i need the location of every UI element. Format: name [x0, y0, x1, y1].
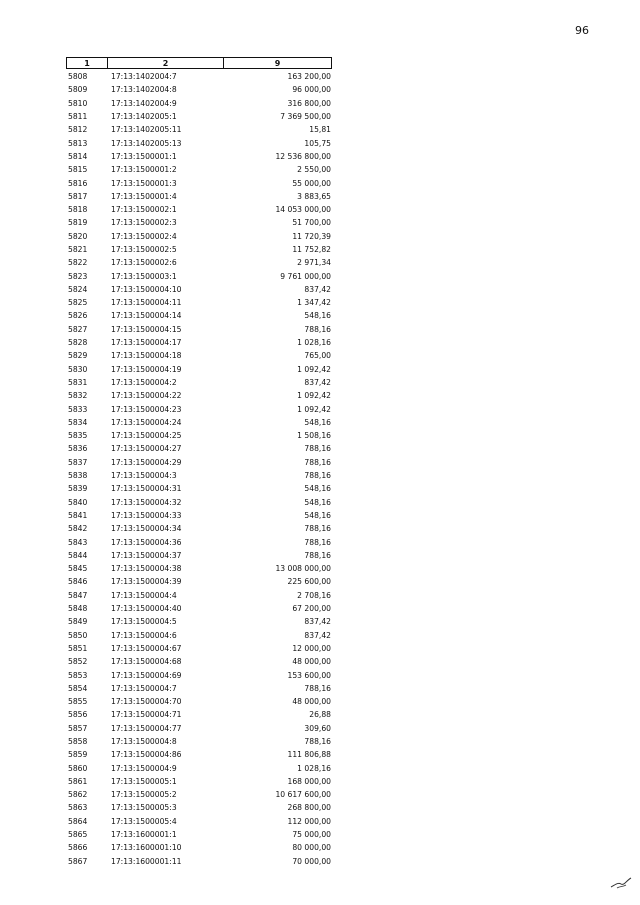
value: 765,00 — [304, 351, 331, 361]
row-number: 5855 — [68, 697, 88, 707]
row-number: 5845 — [68, 564, 88, 574]
table-row — [66, 602, 332, 615]
table-row — [66, 402, 332, 415]
row-number: 5818 — [68, 205, 88, 215]
column-header-2: 2 — [108, 58, 224, 68]
value: 309,60 — [304, 723, 331, 733]
table-row — [66, 309, 332, 322]
cadastral-number: 17:13:1500004:69 — [111, 670, 182, 680]
table-row — [66, 522, 332, 535]
value: 70 000,00 — [292, 856, 331, 866]
value: 225 600,00 — [287, 577, 331, 587]
value: 10 617 600,00 — [275, 790, 331, 800]
table-row — [66, 150, 332, 163]
value: 788,16 — [304, 537, 331, 547]
row-number: 5836 — [68, 444, 88, 454]
value: 2 708,16 — [297, 590, 331, 600]
table-row — [66, 788, 332, 801]
value: 1 028,16 — [297, 763, 331, 773]
value: 1 508,16 — [297, 431, 331, 441]
row-number: 5857 — [68, 723, 88, 733]
row-number: 5826 — [68, 311, 88, 321]
cadastral-number: 17:13:1500004:40 — [111, 604, 182, 614]
cadastral-number: 17:13:1500002:3 — [111, 218, 177, 228]
row-number: 5864 — [68, 816, 88, 826]
value: 14 053 000,00 — [275, 205, 331, 215]
cadastral-number: 17:13:1500004:36 — [111, 537, 182, 547]
cadastral-number: 17:13:1500002:1 — [111, 205, 177, 215]
cadastral-number: 17:13:1500004:71 — [111, 710, 182, 720]
table-row — [66, 349, 332, 362]
value: 548,16 — [304, 311, 331, 321]
table-header — [66, 57, 332, 69]
cadastral-number: 17:13:1500002:5 — [111, 245, 177, 254]
cadastral-number: 17:13:1402004:8 — [111, 85, 177, 95]
table-row — [66, 283, 332, 296]
cadastral-number: 17:13:1600001:10 — [111, 843, 182, 853]
value: 55 000,00 — [292, 178, 331, 188]
value: 268 800,00 — [287, 803, 331, 813]
row-number: 5816 — [68, 178, 88, 188]
value: 12 000,00 — [292, 643, 331, 653]
row-number: 5846 — [68, 577, 88, 587]
column-header-9: 9 — [274, 58, 281, 68]
row-number: 5847 — [68, 590, 88, 600]
table-row — [66, 628, 332, 641]
value: 788,16 — [304, 444, 331, 454]
cadastral-number: 17:13:1402005:1 — [111, 112, 177, 122]
value: 548,16 — [304, 497, 331, 507]
table-row — [66, 682, 332, 695]
row-number: 5861 — [68, 776, 88, 786]
cadastral-number: 17:13:1500004:18 — [111, 351, 182, 361]
cadastral-number: 17:13:1500004:3 — [111, 471, 177, 481]
cadastral-number: 17:13:1500004:70 — [111, 697, 182, 707]
row-number: 5833 — [68, 404, 88, 414]
cadastral-number: 17:13:1500004:68 — [111, 657, 182, 667]
table-row — [66, 230, 332, 243]
cadastral-number: 17:13:1500004:4 — [111, 590, 177, 600]
row-number: 5834 — [68, 417, 88, 427]
cadastral-number: 17:13:1500004:67 — [111, 643, 182, 653]
table-row — [66, 549, 332, 562]
value: 105,75 — [304, 138, 331, 148]
value: 51 700,00 — [292, 218, 331, 228]
cadastral-number: 17:13:1500004:27 — [111, 444, 182, 454]
table-row — [66, 216, 332, 229]
table-row — [66, 695, 332, 708]
cadastral-number: 17:13:1500004:9 — [111, 763, 177, 773]
row-number: 5813 — [68, 138, 88, 148]
row-number: 5844 — [68, 550, 88, 560]
cadastral-number: 17:13:1500004:14 — [111, 311, 182, 321]
table-row — [66, 203, 332, 216]
value: 3 883,65 — [297, 191, 331, 201]
table-row — [66, 243, 332, 256]
table-row — [66, 83, 332, 96]
value: 13 008 000,00 — [275, 564, 331, 574]
row-number: 5862 — [68, 790, 88, 800]
table-row — [66, 416, 332, 429]
value: 11 720,39 — [292, 231, 331, 241]
cadastral-number: 17:13:1500001:3 — [111, 178, 177, 188]
table-row — [66, 562, 332, 575]
row-number: 5856 — [68, 710, 88, 720]
cadastral-number: 17:13:1500004:38 — [111, 564, 182, 574]
table-row — [66, 735, 332, 748]
value: 548,16 — [304, 484, 331, 494]
row-number: 5824 — [68, 284, 88, 294]
table-row — [66, 269, 332, 282]
cadastral-number: 17:13:1500004:77 — [111, 723, 182, 733]
cadastral-number: 17:13:1402004:9 — [111, 98, 177, 108]
cadastral-number: 17:13:1500004:10 — [111, 284, 182, 294]
row-number: 5842 — [68, 524, 88, 534]
row-number: 5820 — [68, 231, 88, 241]
row-number: 5817 — [68, 191, 88, 201]
cadastral-number: 17:13:1500004:23 — [111, 404, 182, 414]
value: 75 000,00 — [292, 830, 331, 840]
table-row — [66, 535, 332, 548]
row-number: 5852 — [68, 657, 88, 667]
value: 788,16 — [304, 736, 331, 746]
value: 837,42 — [304, 630, 331, 640]
table-row — [66, 801, 332, 814]
cadastral-number: 17:13:1500004:31 — [111, 484, 182, 494]
table-row — [66, 123, 332, 136]
row-number: 5815 — [68, 165, 88, 175]
value: 80 000,00 — [292, 843, 331, 853]
value: 163 200,00 — [287, 72, 331, 82]
handwritten-mark — [609, 876, 633, 890]
row-number: 5850 — [68, 630, 88, 640]
cadastral-number: 17:13:1500004:19 — [111, 364, 182, 374]
table-row — [66, 655, 332, 668]
value: 1 092,42 — [297, 404, 331, 414]
row-number: 5858 — [68, 736, 88, 746]
cadastral-number: 17:13:1500004:2 — [111, 377, 177, 387]
table-row — [66, 429, 332, 442]
table-row — [66, 722, 332, 735]
row-number: 5835 — [68, 431, 88, 441]
table-row — [66, 389, 332, 402]
value: 837,42 — [304, 284, 331, 294]
row-number: 5812 — [68, 125, 88, 135]
cadastral-number: 17:13:1500004:8 — [111, 736, 177, 746]
cadastral-number: 17:13:1500004:17 — [111, 338, 182, 348]
row-number: 5863 — [68, 803, 88, 813]
table-row — [66, 256, 332, 269]
value: 2 971,34 — [297, 258, 331, 268]
cadastral-number: 17:13:1500004:32 — [111, 497, 182, 507]
table-row — [66, 176, 332, 189]
row-number: 5837 — [68, 457, 88, 467]
table-row — [66, 841, 332, 854]
value: 168 000,00 — [287, 776, 331, 786]
table-row — [66, 575, 332, 588]
row-number: 5853 — [68, 670, 88, 680]
cadastral-number: 17:13:1500004:29 — [111, 457, 182, 467]
page-number: 96 — [575, 24, 589, 37]
row-number: 5827 — [68, 324, 88, 334]
table-row — [66, 496, 332, 509]
table-row — [66, 615, 332, 628]
cadastral-number: 17:13:1600001:1 — [111, 830, 177, 840]
value: 1 347,42 — [297, 298, 331, 308]
table-row — [66, 363, 332, 376]
cadastral-number: 17:13:1500005:1 — [111, 776, 177, 786]
table-row — [66, 190, 332, 203]
row-number: 5843 — [68, 537, 88, 547]
table-row — [66, 668, 332, 681]
row-number: 5866 — [68, 843, 88, 853]
value: 837,42 — [304, 377, 331, 387]
value: 316 800,00 — [287, 98, 331, 108]
value: 1 092,42 — [297, 364, 331, 374]
cadastral-number: 17:13:1500004:15 — [111, 324, 182, 334]
row-number: 5814 — [68, 151, 88, 161]
cadastral-number: 17:13:1402004:7 — [111, 72, 177, 82]
row-number: 5823 — [68, 271, 88, 281]
table-row — [66, 482, 332, 495]
table-row — [66, 855, 332, 868]
value: 111 806,88 — [287, 750, 331, 760]
row-number: 5821 — [68, 245, 88, 254]
cadastral-number: 17:13:1402005:13 — [111, 138, 182, 148]
row-number: 5822 — [68, 258, 88, 268]
row-number: 5811 — [68, 112, 88, 122]
row-number: 5830 — [68, 364, 88, 374]
row-number: 5851 — [68, 643, 88, 653]
table-row — [66, 376, 332, 389]
value: 48 000,00 — [292, 697, 331, 707]
value: 67 200,00 — [292, 604, 331, 614]
cadastral-number: 17:13:1500004:22 — [111, 391, 182, 401]
value: 1 092,42 — [297, 391, 331, 401]
value: 7 369 500,00 — [280, 112, 331, 122]
cadastral-number: 17:13:1402005:11 — [111, 125, 182, 135]
row-number: 5860 — [68, 763, 88, 773]
value: 153 600,00 — [287, 670, 331, 680]
value: 788,16 — [304, 471, 331, 481]
value: 26,88 — [309, 710, 331, 720]
table-row — [66, 748, 332, 761]
value: 96 000,00 — [292, 85, 331, 95]
row-number: 5841 — [68, 510, 88, 520]
value: 12 536 800,00 — [275, 151, 331, 161]
cadastral-number: 17:13:1500004:33 — [111, 510, 182, 520]
table-row — [66, 97, 332, 110]
row-number: 5854 — [68, 683, 88, 693]
table-row — [66, 589, 332, 602]
row-number: 5809 — [68, 85, 88, 95]
cadastral-number: 17:13:1500001:2 — [111, 165, 177, 175]
row-number: 5848 — [68, 604, 88, 614]
cadastral-number: 17:13:1600001:11 — [111, 856, 182, 866]
cadastral-number: 17:13:1500004:34 — [111, 524, 182, 534]
cadastral-number: 17:13:1500004:86 — [111, 750, 182, 760]
row-number: 5825 — [68, 298, 88, 308]
row-number: 5819 — [68, 218, 88, 228]
value: 788,16 — [304, 324, 331, 334]
table-row — [66, 442, 332, 455]
cadastral-number: 17:13:1500003:1 — [111, 271, 177, 281]
value: 788,16 — [304, 683, 331, 693]
cadastral-number: 17:13:1500004:6 — [111, 630, 177, 640]
value: 2 550,00 — [297, 165, 331, 175]
cadastral-number: 17:13:1500005:2 — [111, 790, 177, 800]
value: 15,81 — [309, 125, 331, 135]
table-row — [66, 163, 332, 176]
table-row — [66, 761, 332, 774]
row-number: 5839 — [68, 484, 88, 494]
table-row — [66, 815, 332, 828]
table-row — [66, 296, 332, 309]
value: 788,16 — [304, 457, 331, 467]
row-number: 5865 — [68, 830, 88, 840]
row-number: 5867 — [68, 856, 88, 866]
cadastral-number: 17:13:1500005:4 — [111, 816, 177, 826]
value: 112 000,00 — [287, 816, 331, 826]
table-row — [66, 469, 332, 482]
cadastral-number: 17:13:1500004:25 — [111, 431, 182, 441]
cadastral-number: 17:13:1500004:39 — [111, 577, 182, 587]
table-body — [66, 70, 332, 868]
row-number: 5859 — [68, 750, 88, 760]
table-row — [66, 708, 332, 721]
row-number: 5829 — [68, 351, 88, 361]
cadastral-number: 17:13:1500004:11 — [111, 298, 182, 308]
cadastral-number: 17:13:1500001:1 — [111, 151, 177, 161]
value: 48 000,00 — [292, 657, 331, 667]
row-number: 5849 — [68, 617, 88, 627]
row-number: 5840 — [68, 497, 88, 507]
row-number: 5831 — [68, 377, 88, 387]
value: 548,16 — [304, 417, 331, 427]
table-row — [66, 110, 332, 123]
cadastral-number: 17:13:1500002:6 — [111, 258, 177, 268]
table-row — [66, 775, 332, 788]
table-row — [66, 642, 332, 655]
value: 837,42 — [304, 617, 331, 627]
value: 1 028,16 — [297, 338, 331, 348]
value: 788,16 — [304, 524, 331, 534]
table-row — [66, 136, 332, 149]
value: 9 761 000,00 — [280, 271, 331, 281]
row-number: 5810 — [68, 98, 88, 108]
table-row — [66, 336, 332, 349]
cadastral-number: 17:13:1500004:24 — [111, 417, 182, 427]
value: 548,16 — [304, 510, 331, 520]
row-number: 5808 — [68, 72, 88, 82]
value: 788,16 — [304, 550, 331, 560]
row-number: 5828 — [68, 338, 88, 348]
table-row — [66, 323, 332, 336]
table-row — [66, 70, 332, 83]
row-number: 5832 — [68, 391, 88, 401]
cadastral-number: 17:13:1500004:5 — [111, 617, 177, 627]
value: 11 752,82 — [292, 245, 331, 254]
cadastral-number: 17:13:1500005:3 — [111, 803, 177, 813]
table-row — [66, 828, 332, 841]
row-number: 5838 — [68, 471, 88, 481]
table-row — [66, 456, 332, 469]
cadastral-number: 17:13:1500002:4 — [111, 231, 177, 241]
cadastral-number: 17:13:1500004:37 — [111, 550, 182, 560]
column-header-1: 1 — [67, 58, 108, 68]
cadastral-number: 17:13:1500001:4 — [111, 191, 177, 201]
table-row — [66, 509, 332, 522]
cadastral-number: 17:13:1500004:7 — [111, 683, 177, 693]
